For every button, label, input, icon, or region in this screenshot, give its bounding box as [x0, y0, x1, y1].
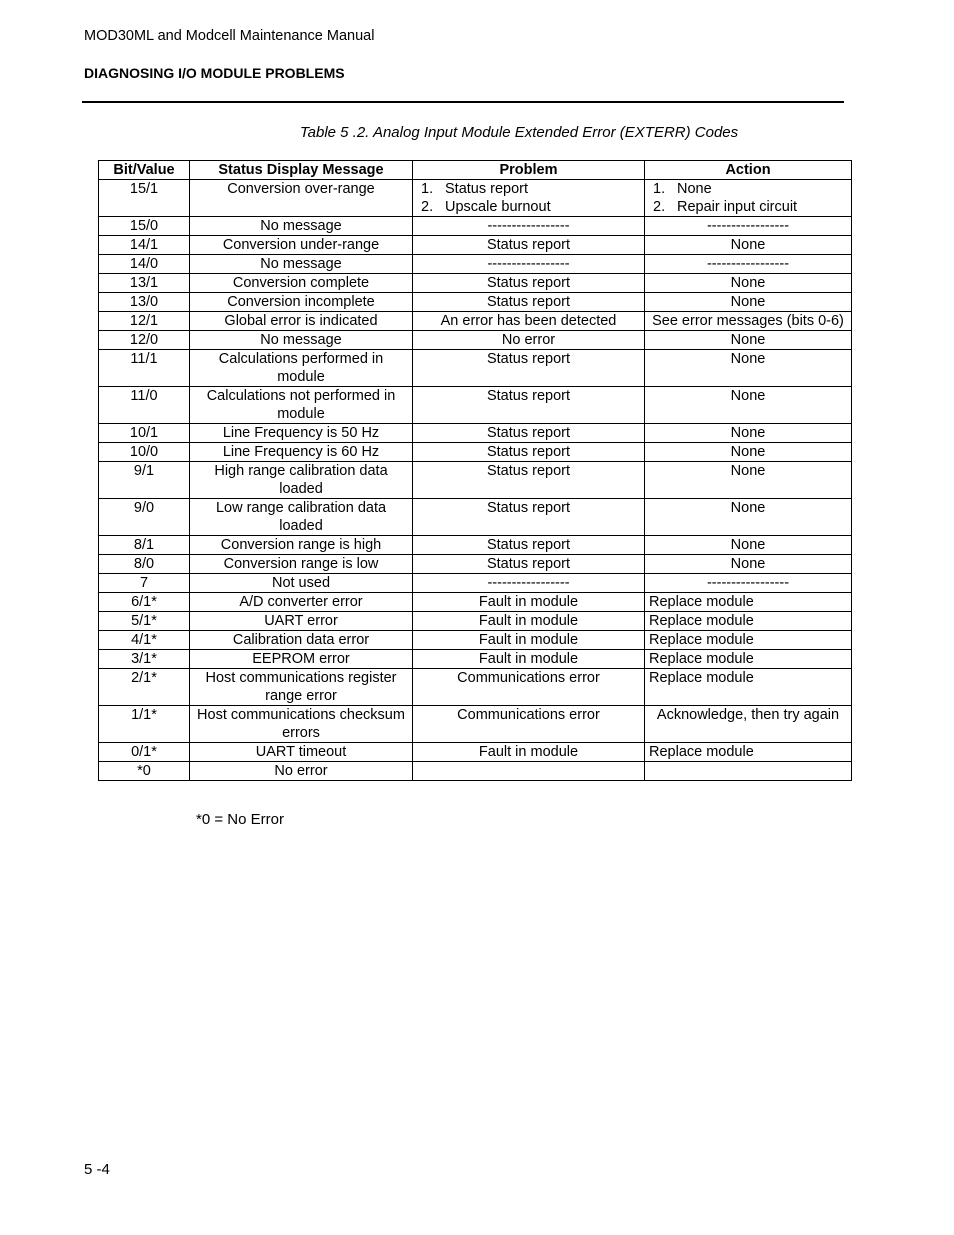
list-text: Repair input circuit — [677, 199, 798, 215]
action-list-item — [649, 198, 847, 216]
cell-bit-value: 2/1* — [99, 669, 190, 706]
cell-action: Replace module — [645, 631, 852, 650]
cell-bit-value: 12/1 — [99, 312, 190, 331]
cell-status-message: Low range calibration data loaded — [190, 499, 413, 536]
cell-problem: ----------------- — [413, 217, 645, 236]
cell-status-message: Conversion incomplete — [190, 293, 413, 312]
cell-status-message: Conversion under-range — [190, 236, 413, 255]
table-row — [99, 762, 852, 781]
col-header-bit-value: Bit/Value — [99, 161, 190, 180]
cell-bit-value: 14/0 — [99, 255, 190, 274]
table-row — [99, 555, 852, 574]
cell-action: ----------------- — [645, 255, 852, 274]
cell-action: None — [645, 462, 852, 499]
list-text: Upscale burnout — [445, 199, 551, 215]
cell-problem: Status report — [413, 293, 645, 312]
table-row — [99, 743, 852, 762]
cell-problem: Fault in module — [413, 612, 645, 631]
cell-problem: Status report — [413, 536, 645, 555]
cell-problem: ----------------- — [413, 574, 645, 593]
cell-action: None — [645, 236, 852, 255]
cell-action: See error messages (bits 0-6) — [645, 312, 852, 331]
cell-status-message: No message — [190, 217, 413, 236]
cell-status-message: UART timeout — [190, 743, 413, 762]
cell-status-message: Calculations performed in module — [190, 350, 413, 387]
cell-action: None — [645, 274, 852, 293]
cell-action: ----------------- — [645, 217, 852, 236]
table-caption: Table 5 .2. Analog Input Module Extended Error (EXTERR) Codes — [299, 124, 739, 141]
table-row — [99, 462, 852, 499]
cell-problem: Communications error — [413, 669, 645, 706]
table-row — [99, 669, 852, 706]
cell-status-message: Line Frequency is 60 Hz — [190, 443, 413, 462]
section-title: DIAGNOSING I/O MODULE PROBLEMS — [84, 65, 345, 81]
list-number: 2. — [653, 199, 666, 215]
table-row — [99, 331, 852, 350]
cell-bit-value: 9/1 — [99, 462, 190, 499]
cell-status-message: Host communications checksum errors — [190, 706, 413, 743]
table-row — [99, 274, 852, 293]
table-row — [99, 350, 852, 387]
list-number: 1. — [421, 181, 434, 197]
col-header-problem: Problem — [413, 161, 645, 180]
cell-bit-value: 12/0 — [99, 331, 190, 350]
cell-bit-value: 4/1* — [99, 631, 190, 650]
action-list-item — [649, 180, 847, 198]
cell-bit-value: 3/1* — [99, 650, 190, 669]
error-codes-table — [98, 160, 852, 781]
cell-bit-value: 13/0 — [99, 293, 190, 312]
table-row — [99, 593, 852, 612]
cell-status-message: A/D converter error — [190, 593, 413, 612]
cell-problem — [413, 762, 645, 781]
cell-status-message: No message — [190, 331, 413, 350]
cell-status-message: UART error — [190, 612, 413, 631]
list-text: None — [677, 181, 712, 197]
cell-action: Replace module — [645, 743, 852, 762]
cell-problem: ----------------- — [413, 255, 645, 274]
problem-list-item — [417, 198, 640, 216]
problem-list-item — [417, 180, 640, 198]
cell-bit-value: 10/1 — [99, 424, 190, 443]
cell-status-message: No message — [190, 255, 413, 274]
page-number: 5 -4 — [84, 1161, 110, 1178]
cell-status-message: Conversion range is high — [190, 536, 413, 555]
cell-bit-value: 1/1* — [99, 706, 190, 743]
cell-bit-value: 13/1 — [99, 274, 190, 293]
table-row — [99, 293, 852, 312]
cell-bit-value: 15/0 — [99, 217, 190, 236]
cell-status-message: Host communications register range error — [190, 669, 413, 706]
cell-bit-value: 8/0 — [99, 555, 190, 574]
cell-bit-value: 9/0 — [99, 499, 190, 536]
table-row — [99, 536, 852, 555]
cell-status-message: Global error is indicated — [190, 312, 413, 331]
list-number: 2. — [421, 199, 434, 215]
cell-action: ----------------- — [645, 574, 852, 593]
cell-action: None — [645, 424, 852, 443]
cell-problem: Status report — [413, 236, 645, 255]
cell-bit-value: 11/0 — [99, 387, 190, 424]
cell-action: None — [645, 443, 852, 462]
cell-status-message: Conversion range is low — [190, 555, 413, 574]
cell-problem: Status report — [413, 443, 645, 462]
cell-bit-value: 15/1 — [99, 180, 190, 217]
cell-bit-value: 0/1* — [99, 743, 190, 762]
table-row — [99, 424, 852, 443]
table-row — [99, 312, 852, 331]
cell-action: None — [645, 499, 852, 536]
cell-status-message: Not used — [190, 574, 413, 593]
cell-problem: Fault in module — [413, 743, 645, 762]
cell-action: Acknowledge, then try again — [645, 706, 852, 743]
cell-problem: Fault in module — [413, 631, 645, 650]
cell-problem: Status report — [413, 274, 645, 293]
table-row — [99, 706, 852, 743]
table-row — [99, 236, 852, 255]
table-row — [99, 180, 852, 217]
cell-status-message: EEPROM error — [190, 650, 413, 669]
cell-action: Replace module — [645, 593, 852, 612]
header-divider — [82, 101, 844, 103]
list-number: 1. — [653, 181, 666, 197]
table-row — [99, 650, 852, 669]
cell-problem — [413, 180, 645, 217]
cell-bit-value: 6/1* — [99, 593, 190, 612]
cell-status-message: Line Frequency is 50 Hz — [190, 424, 413, 443]
cell-bit-value: 14/1 — [99, 236, 190, 255]
cell-problem: Fault in module — [413, 593, 645, 612]
cell-action: Replace module — [645, 650, 852, 669]
list-text: Status report — [445, 181, 529, 197]
cell-action: Replace module — [645, 612, 852, 631]
cell-problem: Fault in module — [413, 650, 645, 669]
table-row — [99, 217, 852, 236]
cell-problem: Communications error — [413, 706, 645, 743]
cell-bit-value: 10/0 — [99, 443, 190, 462]
table-row — [99, 574, 852, 593]
cell-action: None — [645, 331, 852, 350]
table-header-row — [99, 161, 852, 180]
cell-status-message: Calibration data error — [190, 631, 413, 650]
manual-title: MOD30ML and Modcell Maintenance Manual — [84, 28, 375, 44]
table-row — [99, 499, 852, 536]
cell-bit-value: 8/1 — [99, 536, 190, 555]
cell-action — [645, 762, 852, 781]
table-row — [99, 255, 852, 274]
cell-problem: Status report — [413, 424, 645, 443]
table-row — [99, 387, 852, 424]
cell-action: None — [645, 555, 852, 574]
table-footnote: *0 = No Error — [196, 811, 284, 828]
cell-bit-value: 7 — [99, 574, 190, 593]
cell-problem: No error — [413, 331, 645, 350]
cell-problem: An error has been detected — [413, 312, 645, 331]
col-header-status-message: Status Display Message — [190, 161, 413, 180]
cell-action: None — [645, 293, 852, 312]
cell-action: Replace module — [645, 669, 852, 706]
cell-action: None — [645, 350, 852, 387]
cell-status-message: Conversion over-range — [190, 180, 413, 217]
cell-problem: Status report — [413, 555, 645, 574]
cell-bit-value: 11/1 — [99, 350, 190, 387]
cell-status-message: Conversion complete — [190, 274, 413, 293]
cell-problem: Status report — [413, 350, 645, 387]
cell-action — [645, 180, 852, 217]
table-row — [99, 612, 852, 631]
col-header-action: Action — [645, 161, 852, 180]
table-row — [99, 443, 852, 462]
cell-bit-value: 5/1* — [99, 612, 190, 631]
cell-action: None — [645, 536, 852, 555]
cell-bit-value: *0 — [99, 762, 190, 781]
table-row — [99, 631, 852, 650]
cell-problem: Status report — [413, 462, 645, 499]
cell-problem: Status report — [413, 387, 645, 424]
cell-action: None — [645, 387, 852, 424]
cell-status-message: Calculations not performed in module — [190, 387, 413, 424]
cell-status-message: High range calibration data loaded — [190, 462, 413, 499]
cell-status-message: No error — [190, 762, 413, 781]
cell-problem: Status report — [413, 499, 645, 536]
